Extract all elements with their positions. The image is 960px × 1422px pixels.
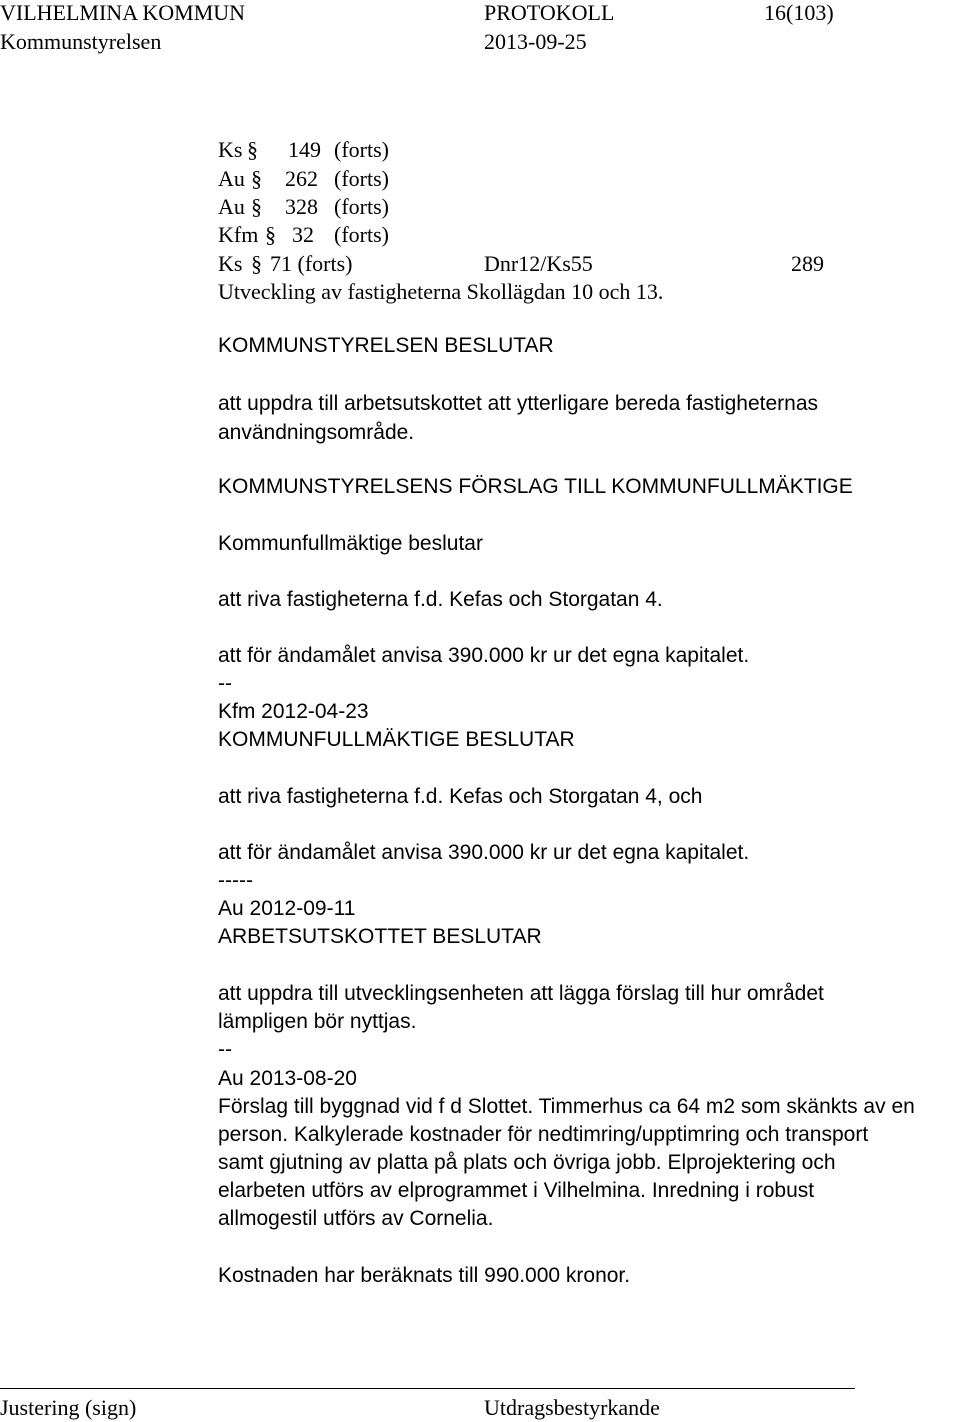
subject-line: Utveckling av fastigheterna Skollägdan 10 och 13. bbox=[218, 279, 664, 304]
ref-line-2-number: 262 bbox=[285, 166, 318, 191]
ref-line-3-section-sign: § bbox=[251, 194, 262, 219]
ref-line-2-forts: (forts) bbox=[334, 166, 389, 191]
proposal-item-1: att riva fastigheterna f.d. Kefas och Storgatan 4. bbox=[218, 588, 663, 611]
cost-line: Kostnaden har beräknats till 990.000 kronor. bbox=[218, 1264, 631, 1287]
kfm-item-2: att för ändamålet anvisa 390.000 kr ur det egna kapitalet. bbox=[218, 841, 750, 864]
ref-line-1-prefix: Ks bbox=[218, 137, 243, 162]
ref-line-1-section-sign: § bbox=[247, 137, 258, 162]
au2-separator: -- bbox=[218, 1038, 232, 1061]
au1-line-1: att uppdra till utvecklingsenheten att lägga förslag till hur området bbox=[218, 982, 824, 1005]
kfm-decision-heading: KOMMUNFULLMÄKTIGE BESLUTAR bbox=[218, 728, 575, 751]
footer-utdragsbestyrkande: Utdragsbestyrkande bbox=[484, 1395, 660, 1420]
ref-line-1-forts: (forts) bbox=[334, 137, 389, 162]
ref-line-2-prefix: Au bbox=[218, 166, 245, 191]
footer-justering: Justering (sign) bbox=[0, 1395, 137, 1420]
ks-decision-heading: KOMMUNSTYRELSEN BESLUTAR bbox=[218, 334, 554, 357]
ref-line-5-section-sign: § bbox=[251, 251, 262, 276]
case-number: Dnr12/Ks55 bbox=[484, 251, 593, 276]
au2-line-2: person. Kalkylerade kostnader för nedtimring/upptimring och transport bbox=[218, 1123, 869, 1146]
header-org: VILHELMINA KOMMUN bbox=[0, 0, 246, 25]
ref-line-3-forts: (forts) bbox=[334, 194, 389, 219]
ref-line-5-number: 71 (forts) bbox=[270, 251, 353, 276]
proposal-item-2: att för ändamålet anvisa 390.000 kr ur det egna kapitalet. bbox=[218, 644, 750, 667]
header-page-number: 16(103) bbox=[764, 0, 834, 25]
proposal-heading: KOMMUNSTYRELSENS FÖRSLAG TILL KOMMUNFULLMÄKTIGE bbox=[218, 475, 853, 498]
proposal-subheading: Kommunfullmäktige beslutar bbox=[218, 532, 483, 555]
ref-line-3-prefix: Au bbox=[218, 194, 245, 219]
ref-line-1-number: 149 bbox=[288, 137, 321, 162]
au2-line-4: elarbeten utförs av elprogrammet i Vilhelmina. Inredning i robust bbox=[218, 1179, 815, 1202]
ks-decision-line-2: användningsområde. bbox=[218, 421, 415, 444]
au1-reference: Au 2012-09-11 bbox=[218, 897, 356, 920]
ref-line-2-section-sign: § bbox=[251, 166, 262, 191]
au1-separator: ----- bbox=[218, 869, 253, 892]
kfm-separator: -- bbox=[218, 672, 232, 695]
au2-reference: Au 2013-08-20 bbox=[218, 1067, 357, 1090]
ref-line-4-forts: (forts) bbox=[334, 222, 389, 247]
au1-line-2: lämpligen bör nyttjas. bbox=[218, 1010, 417, 1033]
kfm-reference: Kfm 2012-04-23 bbox=[218, 700, 369, 723]
footer-rule bbox=[0, 1388, 855, 1389]
ref-line-3-number: 328 bbox=[285, 194, 318, 219]
kfm-item-1: att riva fastigheterna f.d. Kefas och Storgatan 4, och bbox=[218, 785, 703, 808]
ref-line-4-number: 32 bbox=[292, 222, 314, 247]
header-date: 2013-09-25 bbox=[484, 29, 587, 54]
ref-line-5-prefix: Ks bbox=[218, 251, 243, 276]
header-body: Kommunstyrelsen bbox=[0, 29, 162, 54]
au1-decision-heading: ARBETSUTSKOTTET BESLUTAR bbox=[218, 925, 542, 948]
ref-line-4-section-sign: § bbox=[265, 222, 276, 247]
au2-line-3: samt gjutning av platta på plats och övriga jobb. Elprojektering och bbox=[218, 1151, 836, 1174]
au2-line-5: allmogestil utförs av Cornelia. bbox=[218, 1207, 494, 1230]
au2-line-1: Förslag till byggnad vid f d Slottet. Timmerhus ca 64 m2 som skänkts av en bbox=[218, 1095, 915, 1118]
paragraph-number: 289 bbox=[791, 251, 824, 276]
header-doc-type: PROTOKOLL bbox=[484, 0, 615, 25]
ks-decision-line-1: att uppdra till arbetsutskottet att ytterligare bereda fastigheternas bbox=[218, 392, 819, 415]
ref-line-4-prefix: Kfm bbox=[218, 222, 259, 247]
